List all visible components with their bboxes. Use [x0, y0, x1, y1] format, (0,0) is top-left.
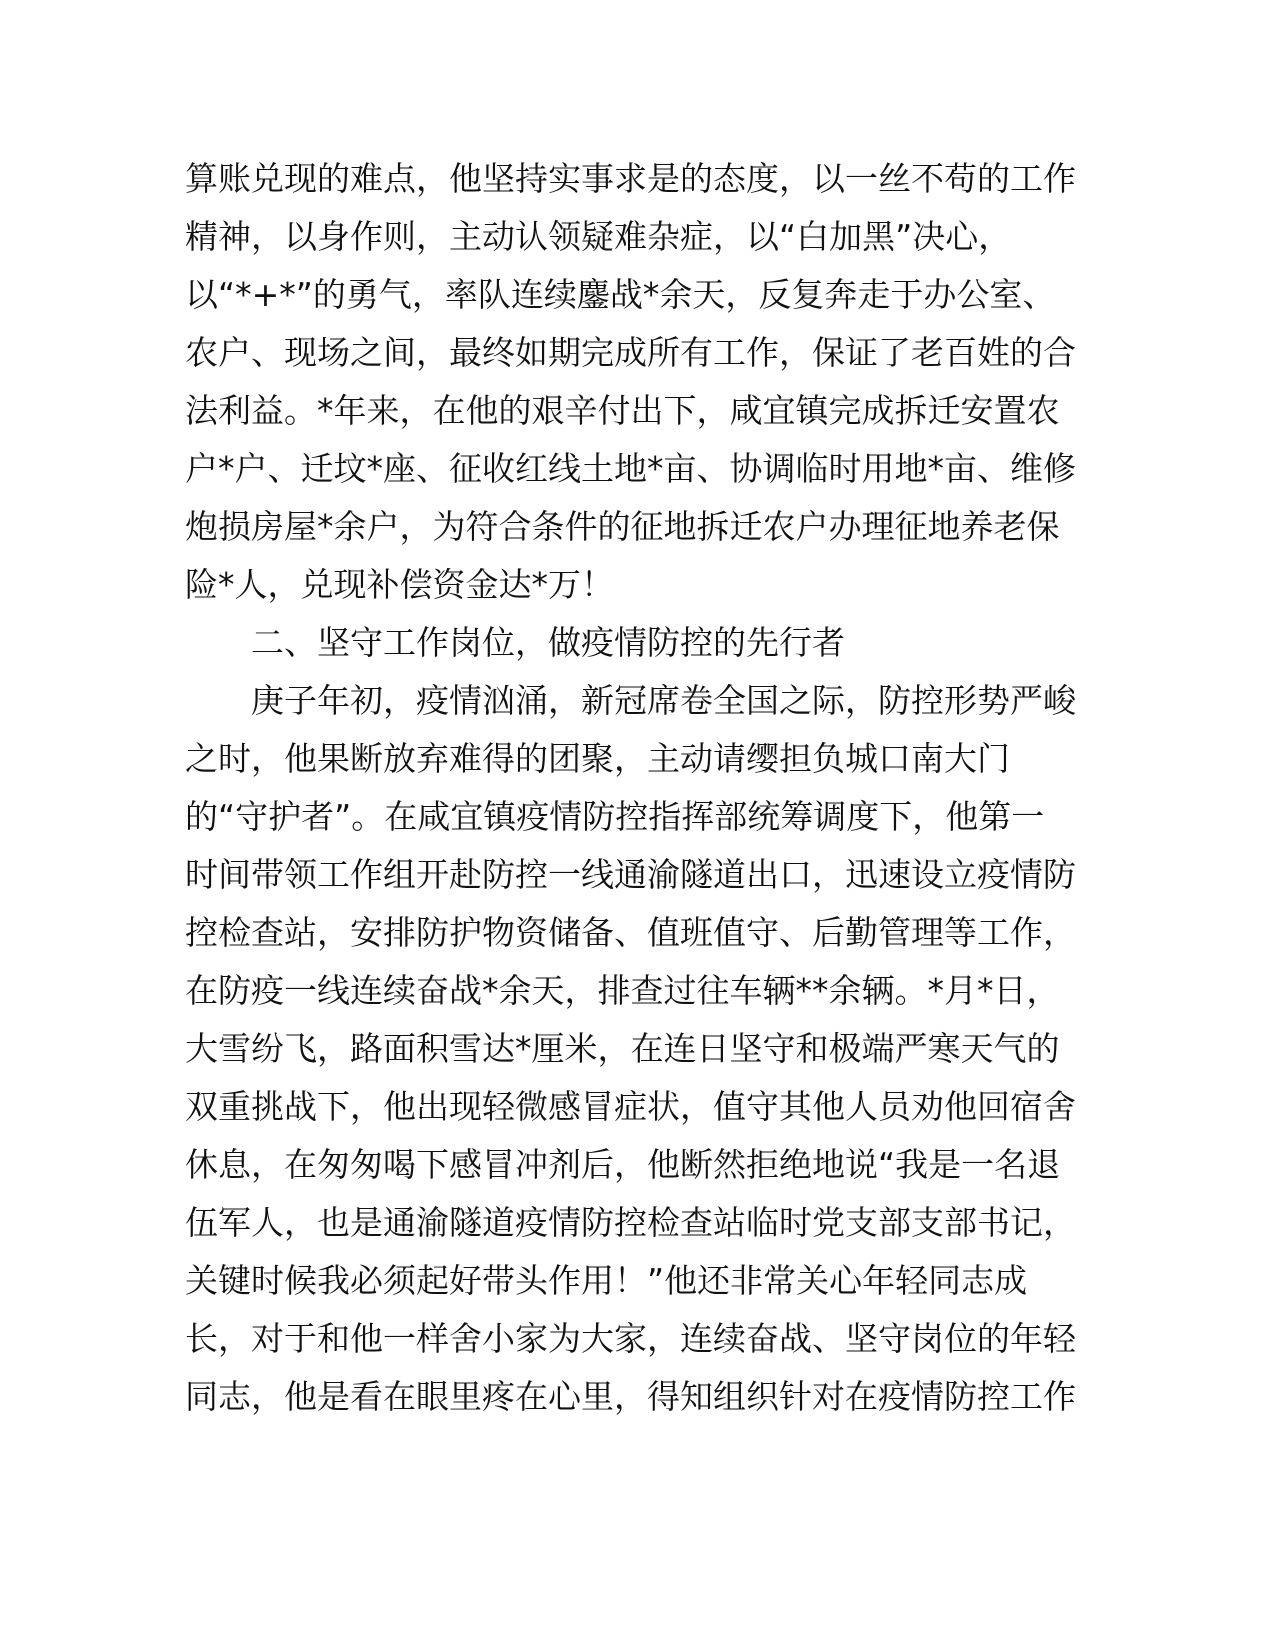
text-line: 户*户、迁坟*座、征收红线土地*亩、协调临时用地*亩、维修 [185, 449, 1076, 488]
text-line: 精神，以身作则，主动认领疑难杂症，以“白加黑”决心， [185, 217, 1012, 256]
text-line: 伍军人，也是通渝隧道疫情防控检查站临时党支部支部书记， [185, 1203, 1076, 1242]
text-line: 同志，他是看在眼里疼在心里，得知组织针对在疫情防控工作 [185, 1377, 1076, 1416]
text-line: 控检查站，安排防护物资储备、值班值守、后勤管理等工作， [185, 913, 1076, 952]
document-page [185, 150, 1090, 1426]
text-line: 双重挑战下，他出现轻微感冒症状，值守其他人员劝他回宿舍 [185, 1087, 1076, 1126]
text-line: 时间带领工作组开赴防控一线通渝隧道出口，迅速设立疫情防 [185, 855, 1076, 894]
text-line: 的“守护者”。在咸宜镇疫情防控指挥部统筹调度下，他第一 [185, 797, 1045, 836]
text-line: 之时，他果断放弃难得的团聚，主动请缨担负城口南大门 [185, 739, 1010, 778]
text-line: 大雪纷飞，路面积雪达*厘米，在连日坚守和极端严寒天气的 [185, 1029, 1060, 1068]
text-line: 在防疫一线连续奋战*余天，排查过往车辆**余辆。*月*日， [185, 971, 1060, 1010]
text-line: 炮损房屋*余户，为符合条件的征地拆迁农户办理征地养老保 [185, 507, 1060, 546]
text-line: 长，对于和他一样舍小家为大家，连续奋战、坚守岗位的年轻 [185, 1319, 1076, 1358]
text-line: 庚子年初，疫情汹涌，新冠席卷全国之际，防控形势严峻 [251, 681, 1076, 720]
text-line: 险*人，兑现补偿资金达*万！ [185, 565, 614, 604]
text-line: 休息，在匆匆喝下感冒冲剂后，他断然拒绝地说“我是一名退 [185, 1145, 1061, 1184]
text-line: 以“*+*”的勇气，率队连续鏖战*余天，反复奔走于办公室、 [185, 275, 1056, 314]
section-heading: 二、坚守工作岗位，做疫情防控的先行者 [251, 623, 845, 662]
text-line: 法利益。*年来，在他的艰辛付出下，咸宜镇完成拆迁安置农 [185, 391, 1060, 430]
text-line: 关键时候我必须起好带头作用！”他还非常关心年轻同志成 [185, 1261, 1028, 1300]
text-line: 农户、现场之间，最终如期完成所有工作，保证了老百姓的合 [185, 333, 1076, 372]
text-line: 算账兑现的难点，他坚持实事求是的态度，以一丝不苟的工作 [185, 159, 1076, 198]
